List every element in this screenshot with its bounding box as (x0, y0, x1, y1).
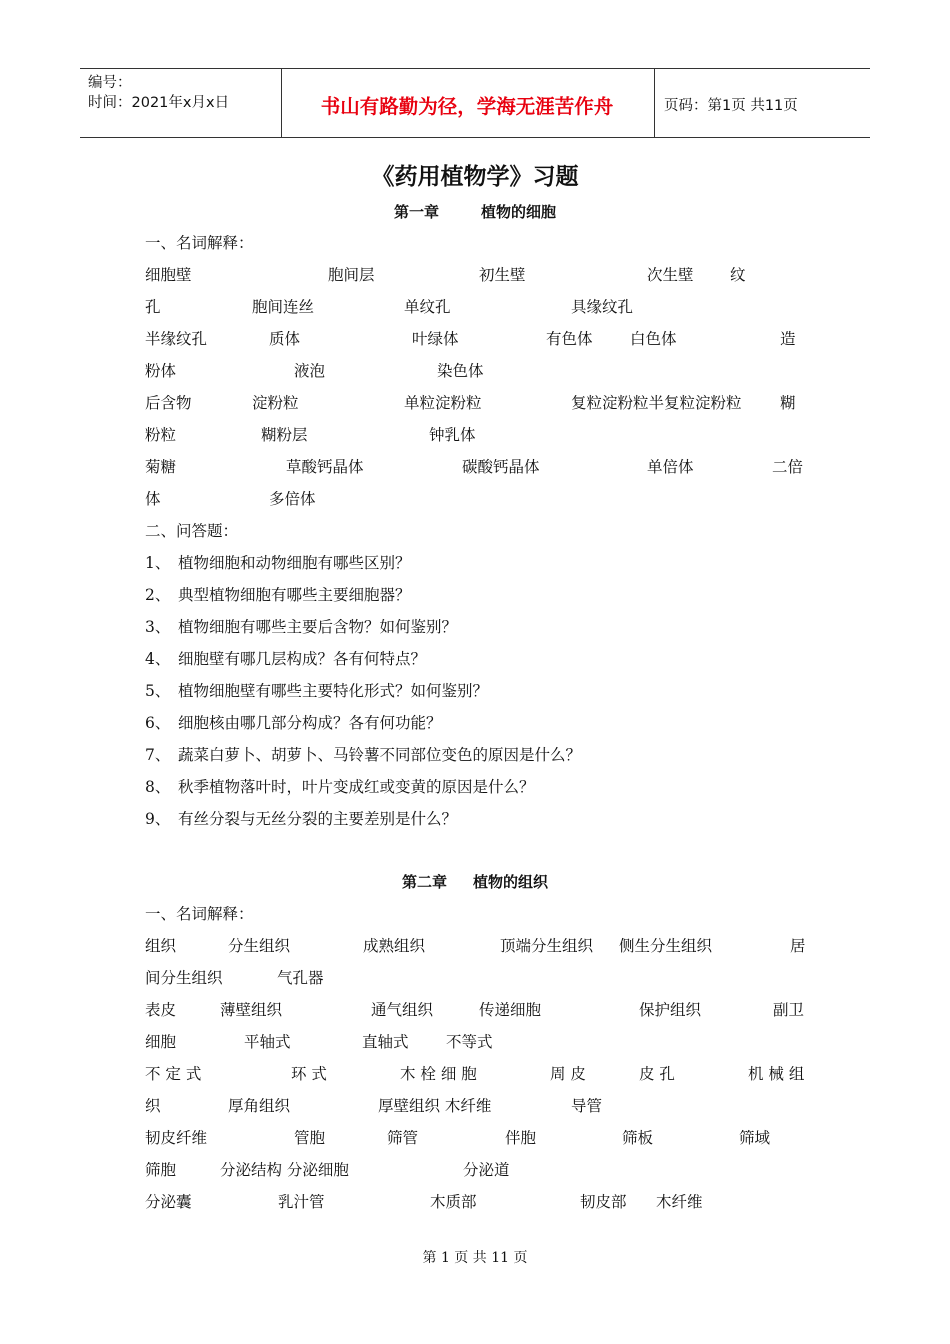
question-item (145, 551, 411, 573)
term: 淀粉粒 (252, 394, 299, 412)
question-text: 细胞壁有哪几层构成？各有何特点？ (178, 650, 427, 668)
term: 薄壁组织 (220, 1001, 283, 1019)
term-line (145, 391, 815, 415)
question-item (145, 679, 488, 701)
question-number: 2、 (145, 586, 171, 604)
question-item (145, 647, 426, 669)
term: 筛胞 (145, 1161, 177, 1179)
term-line (145, 934, 815, 958)
term: 直轴式 (362, 1033, 409, 1051)
term: 具缘纹孔 (571, 298, 634, 316)
page-info: 页码：第1页 共11页 (664, 98, 798, 114)
term: 筛板 (622, 1129, 654, 1147)
question-text: 植物细胞有哪些主要后含物？如何鉴别？ (178, 618, 458, 636)
term: 胞间连丝 (252, 298, 315, 316)
term: 居 (790, 937, 806, 955)
term: 液泡 (294, 362, 326, 380)
question-text: 秋季植物落叶时，叶片变成红或变黄的原因是什么？ (178, 778, 535, 796)
term: 分泌道 (463, 1161, 510, 1179)
question-item (145, 711, 442, 733)
term: 保护组织 (639, 1001, 702, 1019)
chapter2-name: 植物的组织 (473, 873, 549, 891)
term: 复粒淀粉粒半复粒淀粉粒 (571, 394, 742, 412)
term-line (145, 1062, 815, 1086)
question-text: 植物细胞壁有哪些主要特化形式？如何鉴别？ (178, 682, 489, 700)
term: 多倍体 (269, 490, 316, 508)
question-number: 9、 (145, 810, 171, 828)
term-line (145, 455, 815, 479)
term-line (145, 1094, 815, 1118)
term: 分泌囊 (145, 1193, 192, 1211)
question-number: 7、 (145, 746, 171, 764)
chapter2-number: 第二章 (401, 873, 447, 891)
term-line (145, 1158, 815, 1182)
question-number: 4、 (145, 650, 171, 668)
term: 侧生分生组织 (619, 937, 713, 955)
term: 平轴式 (244, 1033, 291, 1051)
question-item (145, 615, 457, 637)
term-line (145, 359, 815, 383)
term: 顶端分生组织 (500, 937, 594, 955)
term: 菊糖 (145, 458, 177, 476)
document-title: 《药用植物学》习题 (371, 163, 579, 190)
term: 表皮 (145, 1001, 177, 1019)
term: 初生壁 (479, 266, 526, 284)
term: 管胞 (294, 1129, 326, 1147)
question-item (145, 743, 581, 765)
term: 半缘纹孔 (145, 330, 208, 348)
term: 通气组织 (371, 1001, 434, 1019)
term: 厚壁组织 木纤维 (378, 1097, 492, 1115)
term: 木纤维 (656, 1193, 703, 1211)
term: 机 械 组 (748, 1065, 805, 1083)
header-table (80, 68, 870, 138)
term: 碳酸钙晶体 (462, 458, 540, 476)
term-line (145, 1030, 815, 1054)
header-meta (88, 73, 229, 113)
chapter1-questions-heading: 二、问答题： (145, 522, 239, 540)
term: 皮 孔 (639, 1065, 675, 1083)
question-item (145, 775, 535, 797)
term: 厚角组织 (228, 1097, 291, 1115)
term: 单粒淀粉粒 (404, 394, 482, 412)
term: 细胞壁 (145, 266, 192, 284)
term: 单纹孔 (404, 298, 451, 316)
term: 次生壁 (647, 266, 694, 284)
term: 筛域 (739, 1129, 771, 1147)
term: 孔 (145, 298, 161, 316)
term: 粉粒 (145, 426, 177, 444)
term: 草酸钙晶体 (286, 458, 364, 476)
question-number: 1、 (145, 554, 171, 572)
term: 木 栓 细 胞 (400, 1065, 477, 1083)
chapter1-heading (0, 201, 950, 222)
question-text: 典型植物细胞有哪些主要细胞器？ (178, 586, 411, 604)
term-line (145, 487, 815, 511)
term: 单倍体 (647, 458, 694, 476)
term: 间分生组织 (145, 969, 223, 987)
term: 传递细胞 (479, 1001, 542, 1019)
time-label: 时间：2021年x月x日 (88, 95, 230, 111)
question-number: 3、 (145, 618, 171, 636)
term: 体 (145, 490, 161, 508)
chapter2-heading (0, 871, 950, 892)
term: 纹 (730, 266, 746, 284)
question-number: 6、 (145, 714, 171, 732)
term: 后含物 (145, 394, 192, 412)
chapter1-number: 第一章 (393, 203, 439, 221)
term: 韧皮纤维 (145, 1129, 208, 1147)
term-line (145, 327, 815, 351)
term: 白色体 (630, 330, 677, 348)
chapter1-terms-heading: 一、名词解释： (145, 234, 254, 252)
term: 副卫 (773, 1001, 805, 1019)
term-line (145, 998, 815, 1022)
term: 质体 (269, 330, 301, 348)
term: 不等式 (446, 1033, 493, 1051)
term: 组织 (145, 937, 177, 955)
term: 织 (145, 1097, 161, 1115)
question-number: 5、 (145, 682, 171, 700)
term: 乳汁管 (278, 1193, 325, 1211)
number-label: 编号： (88, 75, 132, 91)
term: 糊粉层 (261, 426, 308, 444)
header-divider (654, 69, 655, 137)
chapter1-name: 植物的细胞 (481, 203, 557, 221)
term: 分生组织 (228, 937, 291, 955)
term: 糊 (780, 394, 796, 412)
term: 胞间层 (328, 266, 375, 284)
term: 不 定 式 (145, 1065, 202, 1083)
term: 钟乳体 (429, 426, 476, 444)
term: 筛管 (387, 1129, 419, 1147)
term-line (145, 966, 815, 990)
term-line (145, 1126, 815, 1150)
question-item (145, 583, 411, 605)
term: 染色体 (437, 362, 484, 380)
question-number: 8、 (145, 778, 171, 796)
term: 粉体 (145, 362, 177, 380)
term-line (145, 263, 815, 287)
term: 造 (780, 330, 796, 348)
term: 气孔器 (277, 969, 324, 987)
term: 木质部 (430, 1193, 477, 1211)
term-line (145, 423, 815, 447)
question-text: 蔬菜白萝卜、胡萝卜、马铃薯不同部位变色的原因是什么？ (178, 746, 582, 764)
chapter2-terms-heading: 一、名词解释： (145, 905, 254, 923)
term: 周 皮 (550, 1065, 586, 1083)
term: 分泌结构 分泌细胞 (220, 1161, 349, 1179)
term: 伴胞 (505, 1129, 537, 1147)
term-line (145, 295, 815, 319)
term-line (145, 1190, 815, 1214)
question-text: 植物细胞和动物细胞有哪些区别？ (178, 554, 411, 572)
term: 成熟组织 (363, 937, 426, 955)
term: 韧皮部 (580, 1193, 627, 1211)
motto: 书山有路勤为径，学海无涯苦作舟 (320, 95, 614, 118)
page-footer: 第 1 页 共 11 页 (422, 1250, 528, 1266)
term: 导管 (571, 1097, 603, 1115)
question-text: 有丝分裂与无丝分裂的主要差别是什么？ (178, 810, 458, 828)
term: 有色体 (546, 330, 593, 348)
term: 环 式 (291, 1065, 327, 1083)
term: 二倍 (772, 458, 804, 476)
question-text: 细胞核由哪几部分构成？各有何功能？ (178, 714, 442, 732)
question-item (145, 807, 457, 829)
term: 细胞 (145, 1033, 177, 1051)
term: 叶绿体 (412, 330, 459, 348)
